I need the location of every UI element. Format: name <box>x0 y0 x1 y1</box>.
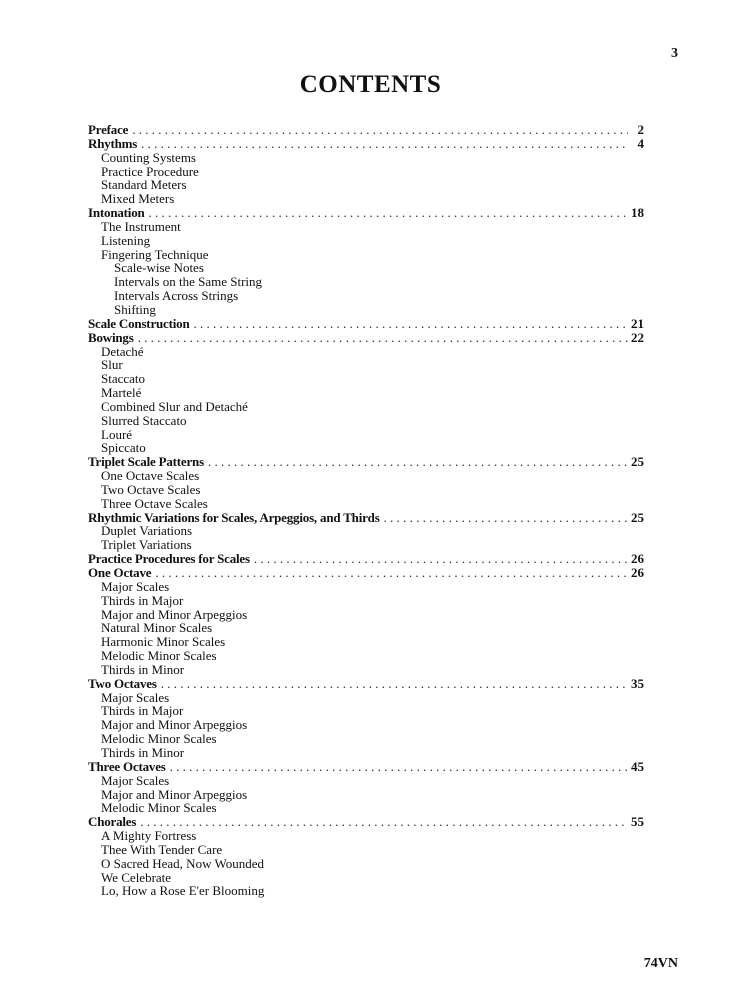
toc-section-title: Chorales <box>88 814 137 830</box>
toc-page-number: 25 <box>631 454 644 470</box>
toc-subtopic: Thee With Tender Care <box>101 841 223 857</box>
toc-subtopic: Louré <box>101 426 133 442</box>
dot-leader <box>189 317 628 331</box>
toc-subtopic: Thirds in Minor <box>101 661 185 677</box>
toc-section-entry <box>88 677 644 691</box>
toc-section-title: One Octave <box>88 565 152 580</box>
toc-page-number: 2 <box>637 122 644 137</box>
toc-page-number: 26 <box>631 551 644 567</box>
toc-subtopic: Major Scales <box>101 689 170 705</box>
toc-subtopic: Lo, How a Rose E'er Blooming <box>101 883 265 899</box>
page-number: 3 <box>671 46 678 61</box>
toc-subtopic: Major Scales <box>101 578 170 594</box>
toc-section-title: Preface <box>88 122 129 137</box>
toc-section-title: Rhythms <box>88 135 138 151</box>
toc-subtopic: The Instrument <box>101 218 181 234</box>
toc-page-number: 26 <box>631 565 644 580</box>
toc-section-entry <box>88 317 644 331</box>
toc-subtopic: Detaché <box>101 343 144 359</box>
dot-leader <box>134 331 628 345</box>
toc-subtopic: Triplet Variations <box>101 537 192 553</box>
toc-subtopic: Fingering Technique <box>101 246 209 262</box>
toc-page-number: 55 <box>631 814 644 830</box>
toc-subtopic: Staccato <box>101 371 146 387</box>
toc-section-title: Bowings <box>88 329 134 345</box>
toc-subtopic: Thirds in Major <box>101 592 184 608</box>
toc-subtopic: Slurred Staccato <box>101 412 187 428</box>
toc-subtopic: We Celebrate <box>101 869 172 885</box>
toc-section-title: Intonation <box>88 205 145 221</box>
toc-section-entry <box>88 123 644 137</box>
toc-section-entry <box>88 331 644 345</box>
toc-section-title: Scale Construction <box>88 315 190 331</box>
toc-subtopic: Standard Meters <box>101 177 187 193</box>
toc-subtopic: Martelé <box>101 385 142 401</box>
toc-page-number: 22 <box>631 329 644 345</box>
dot-leader <box>136 815 628 829</box>
toc-subtopic: Major Scales <box>101 772 170 788</box>
toc-subtopic: Melodic Minor Scales <box>101 648 217 664</box>
toc-subtopic: Natural Minor Scales <box>101 620 213 636</box>
toc-page-number: 21 <box>631 315 644 331</box>
dot-leader <box>166 760 628 774</box>
toc-subsubtopic: Shifting <box>114 301 156 317</box>
toc-subtopic: Practice Procedure <box>101 163 199 179</box>
table-of-contents <box>88 123 644 898</box>
toc-subtopic: Major and Minor Arpeggios <box>101 606 248 622</box>
toc-subtopic: Thirds in Minor <box>101 744 185 760</box>
dot-leader <box>380 511 628 525</box>
toc-section-entry <box>88 552 644 566</box>
toc-section-entry <box>88 455 644 469</box>
toc-subtopic: Thirds in Major <box>101 703 184 719</box>
toc-subtopic: Major and Minor Arpeggios <box>101 717 248 733</box>
toc-section-entry <box>88 760 644 774</box>
toc-subtopic: Three Octave Scales <box>101 495 208 511</box>
toc-subsubtopic: Intervals Across Strings <box>114 288 239 304</box>
toc-section-title: Rhythmic Variations for Scales, Arpeggios, and Thirds <box>88 509 380 525</box>
toc-page-number: 45 <box>631 758 644 774</box>
toc-subtopic: Counting Systems <box>101 149 196 165</box>
dot-leader <box>137 137 628 151</box>
toc-subtopic: Harmonic Minor Scales <box>101 634 226 650</box>
toc-page-number: 35 <box>631 675 644 691</box>
page-title: CONTENTS <box>299 71 442 98</box>
toc-section-title: Triplet Scale Patterns <box>88 454 204 470</box>
toc-subtopic: A Mighty Fortress <box>101 828 197 844</box>
toc-subtopic: Mixed Meters <box>101 191 175 207</box>
toc-page-number: 18 <box>631 205 644 221</box>
toc-subtopic: One Octave Scales <box>101 468 200 484</box>
toc-subtopic: Two Octave Scales <box>101 481 201 497</box>
toc-subtopic: O Sacred Head, Now Wounded <box>101 855 264 871</box>
dot-leader <box>151 566 628 580</box>
toc-section-title: Three Octaves <box>88 758 166 774</box>
toc-subtopic: Major and Minor Arpeggios <box>101 786 248 802</box>
catalog-code: 74VN <box>643 956 678 971</box>
toc-section-entry <box>88 566 644 580</box>
dot-leader <box>250 552 628 566</box>
toc-subtopic: Combined Slur and Detaché <box>101 398 248 414</box>
toc-subtopic: Melodic Minor Scales <box>101 731 217 747</box>
toc-subsubtopic: Scale-wise Notes <box>114 260 204 276</box>
dot-leader <box>128 123 628 137</box>
toc-subtopic: Duplet Variations <box>101 523 193 539</box>
toc-subsubtopic: Intervals on the Same String <box>114 274 263 290</box>
toc-section-title: Two Octaves <box>88 675 157 691</box>
toc-page-number: 25 <box>631 509 644 525</box>
toc-section-entry <box>88 206 644 220</box>
dot-leader <box>145 206 628 220</box>
toc-subtopic: Listening <box>101 232 151 248</box>
toc-subtopic: Melodic Minor Scales <box>101 800 217 816</box>
toc-section-entry <box>88 511 644 525</box>
toc-subtopic: Spiccato <box>101 440 146 456</box>
dot-leader <box>157 677 628 691</box>
toc-section-entry <box>88 815 644 829</box>
dot-leader <box>204 455 628 469</box>
toc-subtopic: Slur <box>101 357 123 373</box>
toc-page-number: 4 <box>637 135 644 151</box>
toc-section-entry <box>88 137 644 151</box>
toc-section-title: Practice Procedures for Scales <box>88 551 250 567</box>
